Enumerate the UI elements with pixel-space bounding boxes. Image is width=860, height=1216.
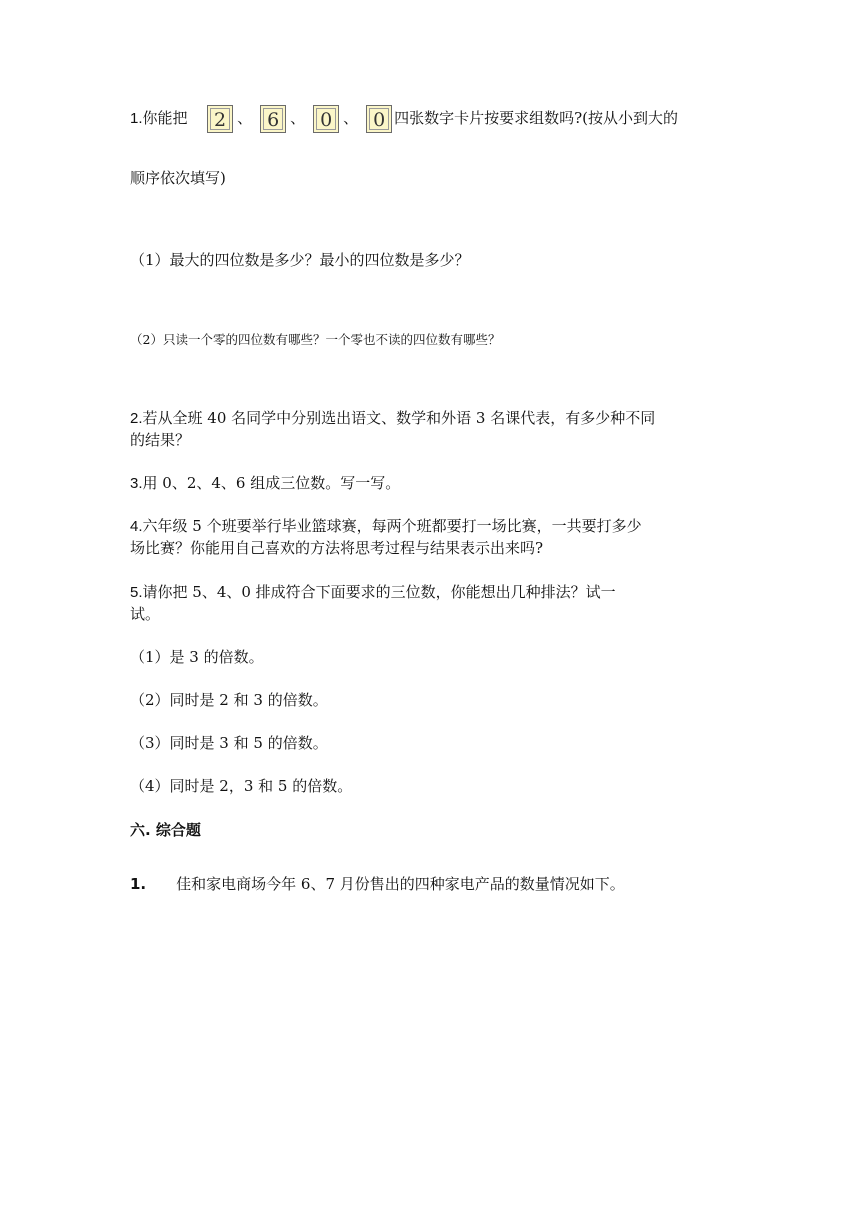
q2-line1 (130, 408, 655, 429)
separator: 、 (290, 109, 306, 127)
digit-card-0a: 0 (313, 105, 339, 133)
q1-sub1: （1）最大的四位数是多少？最小的四位数是多少？ (130, 251, 470, 269)
digit-card-6: 6 (260, 105, 286, 133)
q5-line2: 试。 (130, 605, 161, 623)
section-6-q1 (130, 874, 625, 894)
q5-sub1: （1）是 3 的倍数。 (130, 648, 264, 666)
q1-line1 (130, 105, 678, 133)
q2-number: 2. (130, 410, 143, 427)
q4-text: 六年级 5 个班要举行毕业篮球赛，每两个班都要打一场比赛，一共要打多少 (142, 517, 642, 535)
q4-line2: 场比赛？你能用自己喜欢的方法将思考过程与结果表示出来吗? (130, 539, 544, 557)
section-6-q1-text: 佳和家电商场今年 6、7 月份售出的四种家电产品的数量情况如下。 (176, 875, 625, 893)
q5-line1 (130, 582, 616, 603)
digit-card-0b: 0 (366, 105, 392, 133)
q5-sub2: （2）同时是 2 和 3 的倍数。 (130, 691, 328, 709)
q5-sub4: （4）同时是 2，3 和 5 的倍数。 (130, 777, 353, 795)
q2-line2: 的结果？ (130, 431, 191, 449)
q1-trail: 四张数字卡片按要求组数吗?(按从小到大的 (394, 109, 679, 127)
q1-line2: 顺序依次填写) (130, 169, 226, 187)
q1-lead: 你能把 (142, 109, 188, 127)
separator: 、 (343, 109, 359, 127)
q5-sub3: （3）同时是 3 和 5 的倍数。 (130, 734, 328, 752)
digit-card-2: 2 (207, 105, 233, 133)
q4-number: 4. (130, 518, 143, 535)
q4-line1 (130, 516, 642, 537)
q5-number: 5. (130, 584, 143, 601)
q1-number: 1. (130, 110, 143, 127)
q3-text: 用 0、2、4、6 组成三位数。写一写。 (142, 474, 401, 492)
separator: 、 (237, 109, 253, 127)
section-6-heading: 六. 综合题 (130, 821, 201, 839)
q3-number: 3. (130, 475, 143, 492)
q5-text: 请你把 5、4、0 排成符合下面要求的三位数，你能想出几种排法？试一 (142, 583, 616, 601)
section-6-q1-number: 1. (130, 875, 147, 893)
q3-line (130, 473, 400, 494)
q2-text: 若从全班 40 名同学中分别选出语文、数学和外语 3 名课代表，有多少种不同 (142, 409, 656, 427)
q1-sub2: （2）只读一个零的四位数有哪些？一个零也不读的四位数有哪些？ (130, 332, 501, 347)
